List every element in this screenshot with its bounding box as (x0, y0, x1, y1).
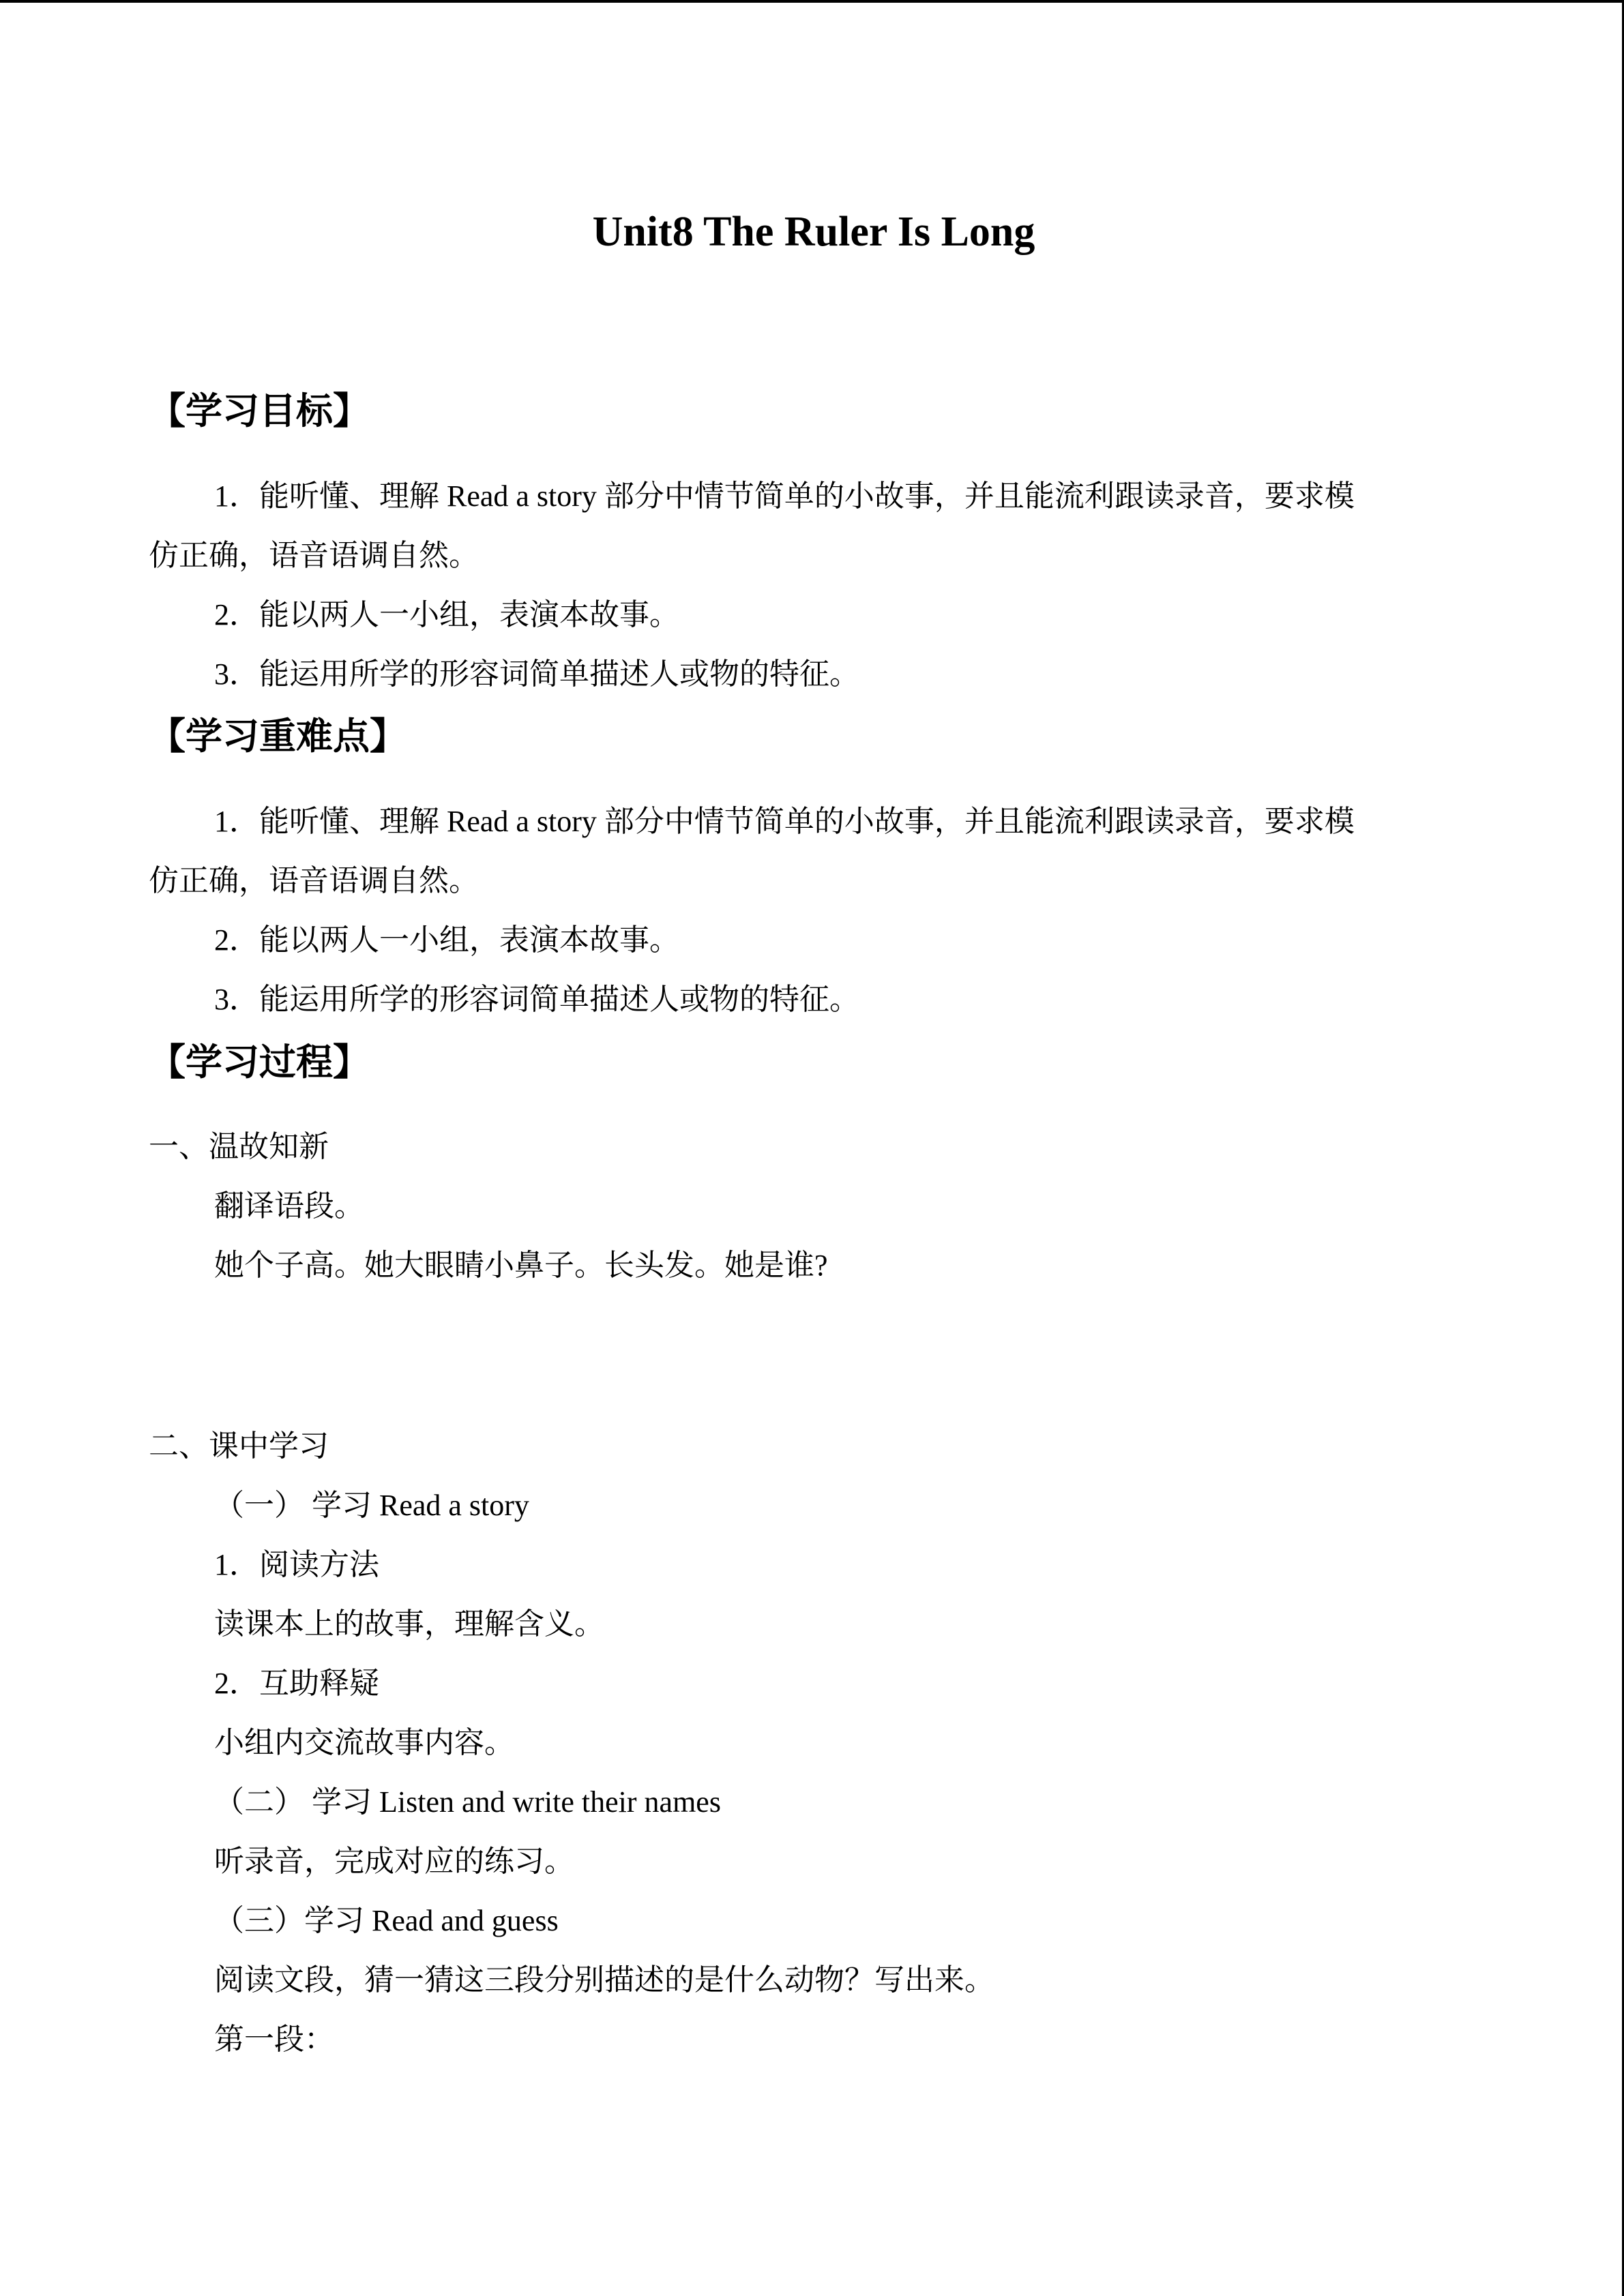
sub2-text: 听录音，完成对应的练习。 (214, 1845, 574, 1878)
sub1-item2: 2．互助释疑 (214, 1667, 379, 1700)
key-points-heading: 【学习重难点】 (149, 715, 407, 758)
part2-title: 二、课中学习 (149, 1429, 329, 1463)
goals-item3: 3．能运用所学的形容词简单描述人或物的特征。 (214, 657, 859, 691)
goals-item2: 2．能以两人一小组，表演本故事。 (214, 598, 679, 631)
part1-line2: 她个子高。她大眼睛小鼻子。长头发。她是谁? (214, 1249, 828, 1282)
part1-line1: 翻译语段。 (214, 1189, 364, 1223)
sub1-item1: 1．阅读方法 (214, 1548, 379, 1581)
sub1-title: （一） 学习 Read a story (214, 1489, 529, 1522)
key-points-item2: 2．能以两人一小组，表演本故事。 (214, 923, 679, 957)
process-heading: 【学习过程】 (149, 1041, 370, 1084)
part1-title: 一、温故知新 (149, 1130, 329, 1163)
sub3-text: 阅读文段，猜一猜这三段分别描述的是什么动物？写出来。 (214, 1963, 994, 1997)
sub1-item1-text: 读课本上的故事，理解含义。 (214, 1607, 604, 1641)
key-points-item1-line1: 1．能听懂、理解 Read a story 部分中情节简单的小故事，并且能流利跟读录音，要求模 (214, 805, 1355, 838)
goals-item1-line2: 仿正确，语音语调自然。 (149, 539, 479, 572)
sub1-item2-text: 小组内交流故事内容。 (214, 1726, 514, 1759)
top-border (0, 0, 1624, 3)
sub3-title: （三）学习 Read and guess (214, 1904, 559, 1937)
goals-item1-line1: 1．能听懂、理解 Read a story 部分中情节简单的小故事，并且能流利跟读录音，要求模 (214, 479, 1355, 513)
key-points-item3: 3．能运用所学的形容词简单描述人或物的特征。 (214, 983, 859, 1016)
goals-heading: 【学习目标】 (149, 389, 370, 432)
document-title: Unit8 The Ruler Is Long (592, 209, 1035, 255)
sub3-paragraph1-label: 第一段： (214, 2023, 334, 2056)
sub2-title: （二） 学习 Listen and write their names (214, 1785, 721, 1819)
key-points-item1-line2: 仿正确，语音语调自然。 (149, 864, 479, 897)
